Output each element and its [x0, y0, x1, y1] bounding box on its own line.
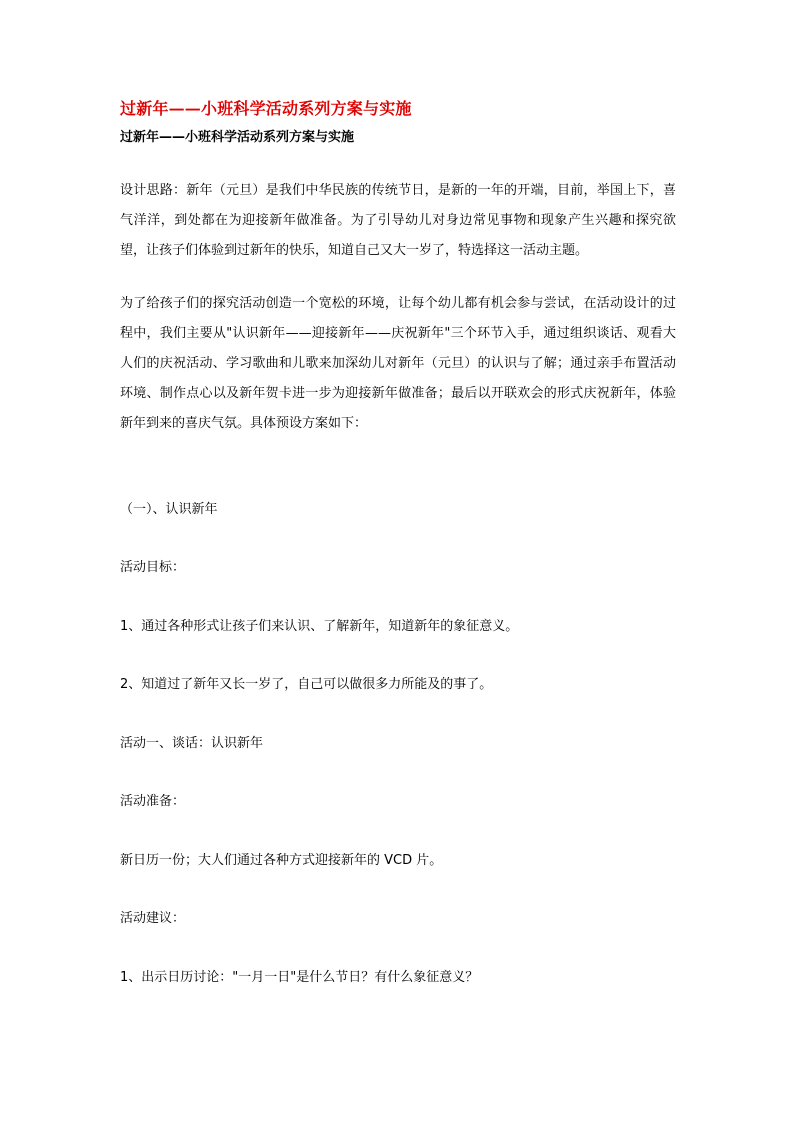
intro-paragraph-2: 为了给孩子们的探究活动创造一个宽松的环境，让每个幼儿都有机会参与尝试，在活动设计的过程中，我们主要从"认识新年——迎接新年——庆祝新年"三个环节入手，通过组织谈话、观看大人们的庆祝活动、学习歌曲和儿歌来加深幼儿对新年（元旦）的认识与了解；通过亲手布置活动环境、制作点心以及新年贺卡进一步为迎接新年做准备；最后以开联欢会的形式庆祝新年，体验新年到来的喜庆气氛。具体预设方案如下：: [120, 296, 676, 431]
activity-1-title: 活动一、谈话：认识新年: [120, 736, 264, 751]
goal-item-2: 2、知道过了新年又长一岁了，自己可以做很多力所能及的事了。: [120, 677, 493, 692]
preparation-text: 新日历一份；大人们通过各种方式迎接新年的 VCD 片。: [120, 853, 443, 868]
goals-label: 活动目标：: [120, 560, 186, 575]
intro-paragraph-1: 设计思路：新年（元旦）是我们中华民族的传统节日，是新的一年的开端，目前，举国上下，喜气洋洋，到处都在为迎接新年做准备。为了引导幼儿对身边常见事物和现象产生兴趣和探究欲望，让孩子们体验到过新年的快乐，知道自己又大一岁了，特选择这一活动主题。: [120, 183, 676, 258]
goal-item-1: 1、通过各种形式让孩子们来认识、了解新年，知道新年的象征意义。: [120, 619, 519, 634]
preparation-label: 活动准备：: [120, 794, 186, 809]
document-title: 过新年——小班科学活动系列方案与实施: [120, 99, 412, 118]
suggestion-label: 活动建议：: [120, 911, 186, 926]
document-subtitle: 过新年——小班科学活动系列方案与实施: [120, 130, 355, 145]
section-heading: （一）、认识新年: [120, 502, 218, 517]
suggestion-item-1: 1、出示日历讨论："一月一日"是什么节日？有什么象征意义？: [120, 970, 479, 985]
